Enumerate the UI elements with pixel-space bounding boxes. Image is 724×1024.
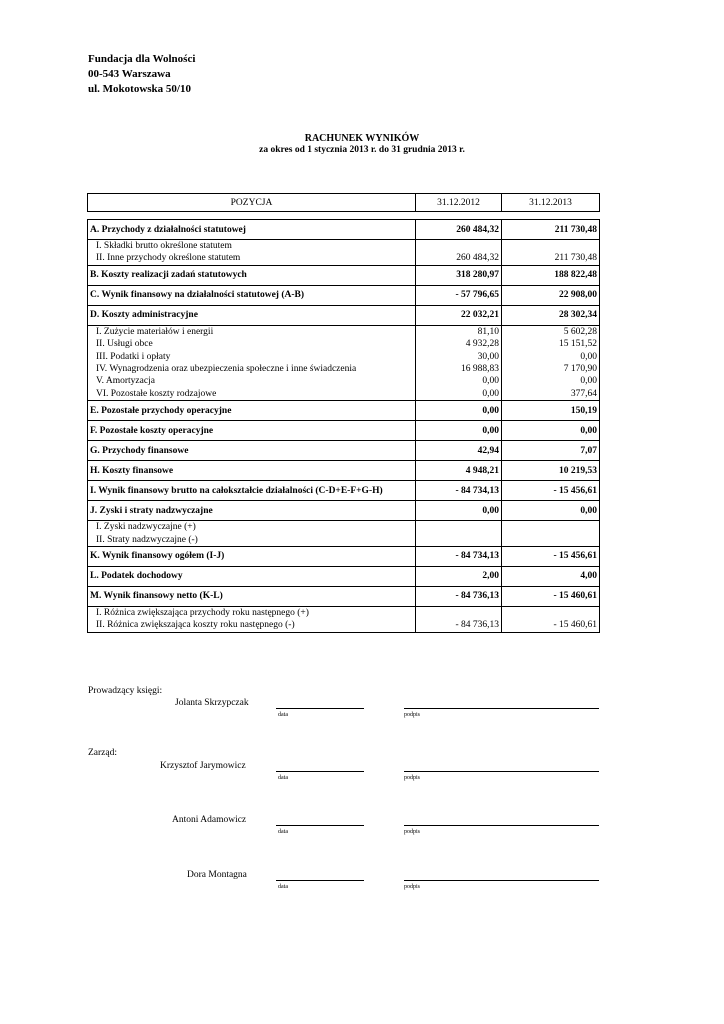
date-line	[276, 771, 364, 772]
table-row	[88, 401, 599, 421]
sub-item-label: II. Inne przychody określone statutem	[96, 253, 241, 264]
row-label: F. Pozostałe koszty operacyjne	[88, 421, 416, 440]
row-value-2013: 10 219,53	[559, 465, 597, 476]
sub-item-value-2012: 30,00	[477, 351, 499, 362]
row-value-2012: - 57 796,65	[416, 286, 502, 305]
sub-item-value-2012	[416, 240, 499, 252]
sub-items-group	[88, 521, 599, 547]
sub-items-2012	[416, 521, 502, 546]
organization-address	[88, 52, 195, 97]
income-statement-table	[87, 219, 600, 633]
date-caption: data	[278, 884, 288, 890]
row-label: G. Przychody finansowe	[88, 441, 416, 460]
row-value-2012: 260 484,32	[416, 220, 502, 239]
row-value-2012: - 84 734,13	[416, 481, 502, 500]
org-name: Fundacja dla Wolności	[88, 53, 196, 65]
sub-items-2012	[416, 607, 502, 632]
row-label: A. Przychody z działalności statutowej	[88, 220, 416, 239]
org-street: ul. Mokotowska 50/10	[88, 83, 191, 95]
row-label: I. Wynik finansowy brutto na całokształcie działalności (C-D+E-F+G-H)	[88, 481, 416, 500]
sub-items-labels	[88, 607, 416, 632]
sub-item-value-2013: 15 151,52	[559, 339, 597, 350]
sub-item-value-2013: 5 602,28	[563, 326, 597, 337]
table-row	[88, 481, 599, 501]
sub-item-value-2012	[416, 607, 499, 619]
document-period: za okres od 1 stycznia 2013 r. do 31 grudnia 2013 r.	[259, 145, 465, 155]
row-label: M. Wynik finansowy netto (K-L)	[88, 587, 416, 606]
bookkeeper-label: Prowadzący księgi:	[88, 686, 163, 696]
signature-line	[404, 825, 599, 826]
row-value-2012: 22 032,21	[416, 306, 502, 325]
sub-item-value-2012: - 84 736,13	[455, 620, 499, 631]
sub-items-2013	[502, 607, 599, 632]
sub-item-label: II. Usługi obce	[96, 339, 153, 350]
sub-items-2013	[502, 240, 599, 265]
header-year-2012: 31.12.2012	[416, 194, 502, 211]
sub-item-value-2012: 0,00	[482, 388, 499, 399]
table-row	[88, 266, 599, 286]
signer-name: Antoni Adamowicz	[172, 815, 247, 825]
date-line	[276, 880, 364, 881]
sub-item-value-2012: 4 932,28	[465, 339, 499, 350]
document-title: RACHUNEK WYNIKÓW	[304, 133, 420, 144]
sub-item-value-2013: 211 730,48	[554, 253, 597, 264]
row-label: D. Koszty administracyjne	[88, 306, 416, 325]
date-caption: data	[278, 829, 288, 835]
sub-items-labels	[88, 240, 416, 265]
row-value-2013: - 15 460,61	[553, 591, 597, 602]
sub-item-label: I. Składki brutto określone statutem	[96, 241, 232, 251]
signature-caption: podpis	[404, 884, 421, 890]
signature-caption: podpis	[404, 829, 421, 835]
row-value-2013: 188 822,48	[554, 270, 597, 281]
signer-name: Jolanta Skrzypczak	[175, 698, 249, 708]
row-value-2012: 0,00	[416, 501, 502, 520]
sub-item-label: VI. Pozostałe koszty rodzajowe	[96, 388, 217, 399]
row-value-2012: 318 280,97	[416, 266, 502, 285]
sub-items-2013	[502, 521, 599, 546]
board-label: Zarząd:	[88, 748, 118, 758]
sub-item-label: II. Różnica zwiększająca koszty roku następnego (-)	[96, 620, 295, 631]
sub-item-value-2012: 16 988,83	[461, 363, 499, 374]
sub-item-label: IV. Wynagrodzenia oraz ubezpieczenia społeczne i inne świadczenia	[96, 363, 357, 374]
header-year-2013: 31.12.2013	[529, 197, 572, 208]
sub-item-label: I. Zyski nadzwyczajne (+)	[96, 522, 196, 533]
table-row	[88, 421, 599, 441]
date-caption: data	[278, 712, 288, 718]
sub-item-value-2013	[502, 521, 597, 533]
signature-caption: podpis	[404, 712, 421, 718]
row-value-2012: 42,94	[416, 441, 502, 460]
sub-item-value-2013	[502, 534, 597, 546]
sub-item-label: I. Zużycie materiałów i energii	[96, 326, 214, 337]
sub-item-value-2012	[416, 534, 499, 546]
table-row	[88, 567, 599, 587]
header-position: POZYCJA	[88, 194, 416, 211]
sub-item-value-2013: 7 170,90	[563, 363, 597, 374]
row-label: E. Pozostałe przychody operacyjne	[88, 401, 416, 420]
row-label: K. Wynik finansowy ogółem (I-J)	[88, 547, 416, 566]
row-value-2013: 28 302,34	[559, 310, 597, 321]
sub-item-value-2013: 377,64	[570, 388, 597, 399]
sub-item-value-2013: - 15 460,61	[553, 620, 597, 631]
date-line	[276, 825, 364, 826]
sub-item-label: I. Różnica zwiększająca przychody roku następnego (+)	[96, 607, 309, 618]
sub-items-labels	[88, 521, 416, 546]
row-value-2012: 0,00	[416, 401, 502, 420]
signature-line	[404, 880, 599, 881]
row-label: J. Zyski i straty nadzwyczajne	[88, 501, 416, 520]
row-value-2012: 2,00	[416, 567, 502, 586]
sub-items-2012	[416, 326, 502, 400]
sub-item-value-2013	[502, 607, 597, 619]
date-caption: data	[278, 775, 288, 781]
row-value-2013: 22 908,00	[559, 290, 597, 301]
sub-item-value-2012: 260 484,32	[456, 253, 499, 264]
sub-item-value-2013: 0,00	[580, 351, 597, 362]
table-row	[88, 461, 599, 481]
table-row	[88, 306, 599, 326]
sub-items-2013	[502, 326, 599, 400]
sub-item-value-2012: 81,10	[477, 326, 499, 337]
signature-line	[404, 708, 599, 709]
sub-items-group	[88, 326, 599, 401]
row-label: L. Podatek dochodowy	[88, 567, 416, 586]
table-row	[88, 286, 599, 306]
row-value-2012: 0,00	[416, 421, 502, 440]
row-value-2013: 150,19	[570, 405, 597, 416]
row-value-2012: - 84 736,13	[416, 587, 502, 606]
date-line	[276, 708, 364, 709]
sub-item-value-2013	[502, 240, 597, 252]
org-city: 00-543 Warszawa	[88, 68, 171, 80]
signature-caption: podpis	[404, 775, 421, 781]
table-header	[87, 193, 600, 212]
sub-items-labels	[88, 326, 416, 400]
sub-item-label: II. Straty nadzwyczajne (-)	[96, 534, 198, 545]
table-row	[88, 441, 599, 461]
row-label: H. Koszty finansowe	[88, 461, 416, 480]
sub-items-group	[88, 240, 599, 266]
signer-name: Dora Montagna	[187, 870, 247, 880]
row-value-2013: - 15 456,61	[553, 551, 597, 562]
table-row	[88, 220, 599, 240]
table-row	[88, 501, 599, 521]
table-row	[88, 547, 599, 567]
sub-items-2012	[416, 240, 502, 265]
sub-item-label: V. Amortyzacja	[96, 376, 155, 387]
row-value-2013: 211 730,48	[554, 224, 597, 235]
sub-item-label: III. Podatki i opłaty	[96, 351, 171, 362]
row-value-2012: - 84 734,13	[416, 547, 502, 566]
row-value-2012: 4 948,21	[416, 461, 502, 480]
row-label: B. Koszty realizacji zadań statutowych	[88, 266, 416, 285]
row-value-2013: 7,07	[580, 445, 597, 456]
sub-items-group	[88, 607, 599, 633]
row-value-2013: 0,00	[580, 425, 597, 436]
sub-item-value-2012	[416, 521, 499, 533]
signer-name: Krzysztof Jarymowicz	[160, 761, 246, 771]
row-value-2013: 4,00	[580, 571, 597, 582]
signature-line	[404, 771, 599, 772]
sub-item-value-2013: 0,00	[580, 376, 597, 387]
row-value-2013: - 15 456,61	[553, 485, 597, 496]
row-label: C. Wynik finansowy na działalności statutowej (A-B)	[88, 286, 416, 305]
table-row	[88, 587, 599, 607]
row-value-2013: 0,00	[580, 505, 597, 516]
sub-item-value-2012: 0,00	[482, 376, 499, 387]
